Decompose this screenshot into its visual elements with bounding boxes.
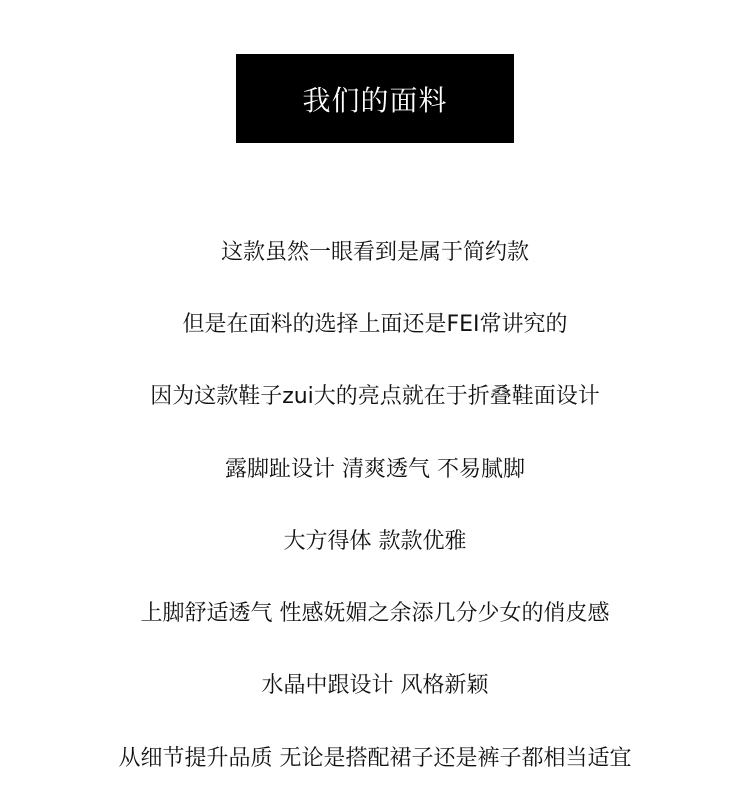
description-line: 这款虽然一眼看到是属于简约款	[220, 239, 529, 265]
description-line: 因为这款鞋子zui大的亮点就在于折叠鞋面设计	[150, 384, 600, 410]
description-line: 但是在面料的选择上面还是FEI常讲究的	[182, 311, 568, 337]
description-block	[0, 214, 750, 792]
description-line: 水晶中跟设计 风格新颖	[261, 673, 489, 699]
description-line: 大方得体 款款优雅	[283, 528, 467, 554]
description-line: 从细节提升品质 无论是搭配裙子还是裤子都相当适宜	[118, 745, 632, 771]
description-line: 露脚趾设计 清爽透气 不易腻脚	[225, 456, 525, 482]
title-banner	[236, 54, 514, 143]
section-title: 我们的面料	[302, 83, 448, 117]
description-line: 上脚舒适透气 性感妩媚之余添几分少女的俏皮感	[140, 601, 610, 627]
